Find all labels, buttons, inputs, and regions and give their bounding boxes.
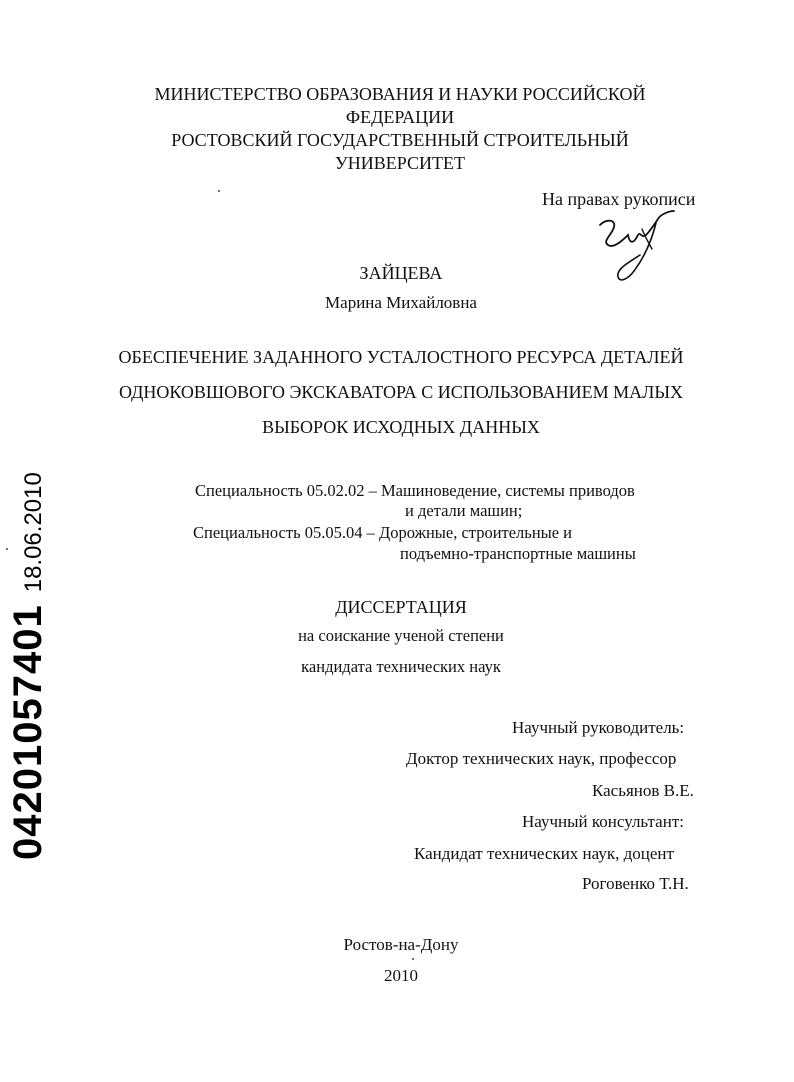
scan-speck — [412, 958, 414, 960]
ministry-header — [60, 83, 740, 175]
city: Ростов-на-Дону — [343, 935, 459, 954]
header-line-2: ФЕДЕРАЦИИ — [345, 107, 455, 127]
degree-line-1: на соискание ученой степени — [298, 626, 504, 645]
author-given-names: Марина Михайловна — [325, 293, 477, 312]
consultant-label: Научный консультант: — [522, 812, 684, 831]
title-line-2: ОДНОКОВШОВОГО ЭКСКАВАТОРА С ИСПОЛЬЗОВАНИЕМ МАЛЫХ — [118, 382, 684, 402]
library-stamp — [6, 472, 51, 860]
specialty-2-line-1: Специальность 05.05.04 – Дорожные, строительные и — [193, 523, 573, 542]
specialty-1-line-1: Специальность 05.02.02 – Машиноведение, системы приводов — [195, 481, 635, 500]
stamp-number: 04201057401 — [6, 604, 50, 860]
header-line-4: УНИВЕРСИТЕТ — [335, 153, 465, 173]
header-line-3: РОСТОВСКИЙ ГОСУДАРСТВЕННЫЙ СТРОИТЕЛЬНЫЙ — [171, 130, 629, 150]
author-surname: ЗАЙЦЕВА — [359, 263, 443, 283]
specialty-1-line-2: и детали машин; — [405, 501, 523, 520]
stamp-date: 18.06.2010 — [20, 472, 47, 593]
manuscript-rights: На правах рукописи — [542, 189, 696, 209]
title-line-3: ВЫБОРОК ИСХОДНЫХ ДАННЫХ — [262, 417, 540, 437]
degree-label: ДИССЕРТАЦИЯ — [335, 597, 467, 617]
dissertation-title — [60, 340, 742, 445]
consultant-name: Роговенко Т.Н. — [582, 874, 689, 893]
degree-line-2: кандидата технических наук — [301, 657, 501, 676]
year: 2010 — [384, 966, 418, 985]
supervisor-title: Доктор технических наук, профессор — [406, 749, 677, 768]
supervisor-name: Касьянов В.Е. — [592, 781, 694, 800]
header-line-1: МИНИСТЕРСТВО ОБРАЗОВАНИЯ И НАУКИ РОССИЙСКОЙ — [154, 84, 646, 104]
title-line-1: ОБЕСПЕЧЕНИЕ ЗАДАННОГО УСТАЛОСТНОГО РЕСУРСА ДЕТАЛЕЙ — [118, 347, 684, 367]
scan-speck — [218, 190, 220, 192]
specialty-2-line-2: подъемно-транспортные машины — [400, 544, 636, 563]
supervisor-label: Научный руководитель: — [512, 718, 685, 737]
consultant-title: Кандидат технических наук, доцент — [414, 844, 674, 863]
